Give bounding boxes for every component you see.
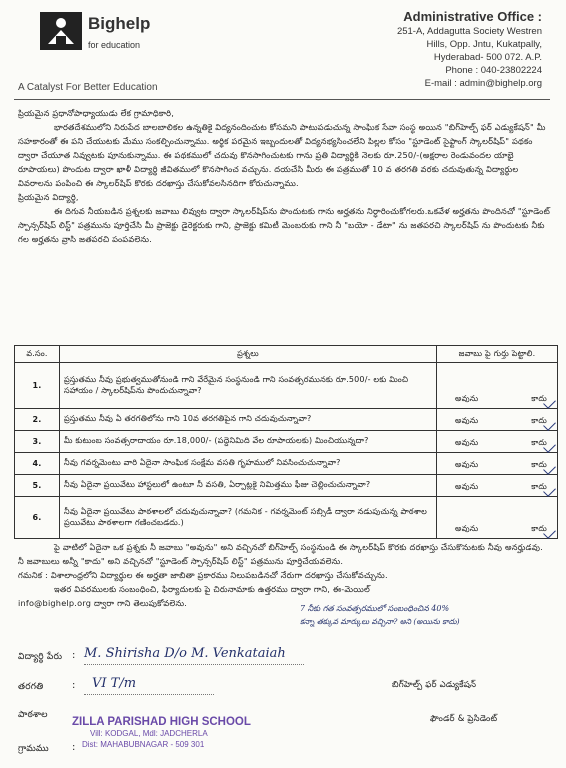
office-title: Administrative Office : [403, 9, 542, 24]
student-name-underline [84, 664, 304, 665]
intro-paragraph: భారతదేశములోని నిరుపేద బాలబాలికల ఉన్నతికై విద్యనందించుట కోసమని పాటుపడుచున్న సాంఘిక సేవా సంస్థ అయిన "బిగ్‌హెల్ప్ ఫర్ ఎడ్యుకేషన్" మీ సహకారంతో ఈ పని చేయుటకు మేము సంకల్పించున్నాము. అర్థిక పరమైన ఇబ్బందులతో విద్యనభ్యసించలేని పిల్లల కోసం "స్టూడెంట్ సైఫ్టాంగ్ స్కాలర్‌షిప్" పథకం ద్వారా చేయూత నివ్వుటకు పూనుకున్నాము. ఈ పథకములో చదువు కొనసాగించుటకు గాను ప్రతి విద్యార్థికి నెలకు రూ.250/-(అక్షరాల రెండువందల యాభై రూపాయలు) పొందుట ద్వారా ఖాళీ విద్యార్థి జీవితములో కొనసాగించ వచ్చును. దయచేసి మీరు ఈ పత్రముతో 10 వ తరగతి వరకు చదువుతున్న విద్యార్థుల వివరాలను పంపించి ఈ స్కాలర్‌షిప్ కొరకు దరఖాస్తు చేసుకోవలసినదిగా కోరుచున్నాము. [18, 122, 546, 188]
question-text: ప్రస్తుతము నీవు ప్రభుత్వముతోనుండి గాని వేరేమైన సంస్థనుండి గాని సంవత్సరమునకు రూ.500/- లకు మించి సహాయం / స్కాలర్‌షిప్‌ను పొందుచున్నావా? [60, 363, 437, 409]
salutation: ప్రియమైన ప్రధానోపాధ్యాయుడు లేక గ్రామాధికారి, [18, 108, 174, 118]
email-line: info@bighelp.org ద్వారా గాని తెలుపుకోవలెను. [18, 598, 188, 608]
no-option[interactable]: కాదు [531, 460, 547, 469]
table-row [15, 431, 558, 453]
question-text: మీ కుటుంబ సంవత్సరాదాయం రూ.18,000/- (పద్దెనిమిది వేల రూపాయలకు) మించియున్నదా? [60, 431, 437, 453]
class-underline [84, 694, 214, 695]
yes-option[interactable]: అవును [455, 394, 479, 403]
footer-text [18, 540, 550, 610]
colon: : [72, 680, 76, 691]
table-header-row [15, 346, 558, 363]
office-line: Hills, Opp. Jntu, Kukatpally, [426, 39, 542, 50]
brand-name: Bighelp [88, 14, 151, 33]
class-value[interactable]: VI T/m [92, 676, 137, 691]
header-answer: జవాబు పై గుర్తు పెట్టాలి. [437, 346, 558, 363]
header-sno: వ.సం. [15, 346, 60, 363]
handwritten-note-2: కన్నా తక్కువ మార్కులు వచ్చినా? అని (అయిను కాదు) [300, 617, 460, 626]
disqualification-paragraph: పై వాటిలో ఏదైనా ఒక ప్రశ్నకు నీ జవాబు "అవును" అని వచ్చినచో బిగ్‌హెల్ప్ సంస్థనుండి ఈ స్కాలర్‌షిప్ కొరకు దరఖాస్తు చేసుకొనుటకు నీవు అనర్హుడవు. నీ జవాబులు అన్నీ "కాదు" అని వచ్చినచో "స్టూడెంట్ స్పాన్సర్‌షిప్ లిస్ట్" పత్రమును పూర్తిచేయవలెను. [18, 542, 543, 566]
school-stamp [72, 716, 251, 750]
answer-cell[interactable] [437, 363, 558, 409]
answer-cell[interactable] [437, 497, 558, 539]
row-number: 4. [15, 453, 60, 475]
answer-cell[interactable] [437, 475, 558, 497]
class-label: తరగతి [18, 682, 44, 692]
student-name-label: విద్యార్థి పేరు [18, 652, 63, 662]
org-signature-label: బిగ్‌హెల్ప్ ఫర్ ఎడ్యుకేషన్ [392, 680, 477, 690]
note-paragraph: గమనిక : విశాలాంధ్రలోని విద్యార్థుల ఈ అర్హతా జాబితా ప్రకారము నిలుపబడినచో నేరుగా దరఖాస్తు చేసుకోవచ్చును. [18, 570, 388, 580]
no-option[interactable]: కాదు [531, 438, 547, 447]
office-email: E-mail : admin@bighelp.org [424, 78, 542, 89]
colon: : [72, 650, 76, 661]
yes-option[interactable]: అవును [455, 438, 479, 447]
student-name-value[interactable]: M. Shirisha D/o M. Venkataiah [84, 646, 286, 661]
village-label: గ్రామము [18, 744, 49, 754]
office-line: Hyderabad- 500 072. A.P. [433, 52, 542, 63]
letter-body [18, 106, 550, 246]
brand-subtitle: for education [88, 40, 141, 50]
answer-cell[interactable] [437, 431, 558, 453]
instructions-paragraph: ఈ దిగువ నీయబడిన ప్రశ్నలకు జవాబు లివ్వుట ద్వారా స్కాలర్‌షిప్‌ను పొందుటకు గాను అర్హతను నిర్ధారించుకోగలరు.ఒకవేళ అర్హతను పొందినచో "స్టూడెంట్ స్పాన్సర్‌షిప్ లిస్ట్" పత్రమును పూర్తిచేసి మీ ప్రాజెక్టు డైరెక్టరుకు గాని, ప్రాజెక్టు కమిటీ మెంబరుకు గాని నీ "బయో - డేటా" ను జతపరచి స్కాలర్‌షిప్ ను పొందుటకు నీకు గల అర్హతను వ్రాసి జతపరచి పంపవలెను. [18, 206, 551, 244]
row-number: 5. [15, 475, 60, 497]
row-number: 3. [15, 431, 60, 453]
yes-option[interactable]: అవును [455, 524, 479, 533]
no-option[interactable]: కాదు [531, 416, 547, 425]
stamp-district: Dist: MAHABUBNAGAR - 509 301 [82, 740, 205, 749]
no-option[interactable]: కాదు [531, 394, 547, 403]
bighelp-logo-icon [40, 12, 82, 50]
office-phone: Phone : 040-23802224 [445, 65, 542, 76]
contact-paragraph: ఇతర వివరములకు సంబంధించి, ఫిర్యాదులకు పై చిరునామాకు ఉత్తరము ద్వారా గాని, ఈ-మెయిల్ [54, 584, 370, 594]
student-greeting: ప్రియమైన విద్యార్థి, [18, 192, 79, 202]
school-label: పాఠశాల [18, 710, 48, 720]
table-row [15, 497, 558, 539]
question-text: నీవు ఏదైనా ప్రయివేటు హాస్టలులో ఉంటూ నీ వసతి, ఏర్పాట్లకై నిమిత్తము ఫీజు చెల్లించుచున్నావా? [60, 475, 437, 497]
row-number: 1. [15, 363, 60, 409]
row-number: 2. [15, 409, 60, 431]
question-text: ప్రస్తుతము నీవు ఏ తరగతిలోను గాని 10వ తరగతిపైన గాని చదువుచున్నావా? [60, 409, 437, 431]
yes-option[interactable]: అవును [455, 460, 479, 469]
eligibility-table [14, 345, 558, 539]
office-line: 251-A, Addagutta Society Westren [396, 26, 542, 37]
handwritten-note: 7 నీకు గత సంవత్సరములో సంబంధించిన 40% [300, 604, 450, 613]
yes-option[interactable]: అవును [455, 416, 479, 425]
header-divider [14, 99, 550, 100]
answer-cell[interactable] [437, 453, 558, 475]
answer-cell[interactable] [437, 409, 558, 431]
tagline: A Catalyst For Better Education [18, 82, 158, 93]
question-text: నీవు ఏదైనా ప్రయివేటు పాఠశాలలో చదువుచున్నావా? (గమనిక - గవర్నమెంట్ సబ్సిడీ ద్వారా నడుపుచున్న పాఠశాల ప్రయివేటు పాఠశాలగా గణించబడదు.) [60, 497, 437, 539]
question-text: నీవు గవర్నమెంటు వారి ఏదైనా సాంఘిక సంక్షేమ వసతి గృహములో నివసించుచున్నావా? [60, 453, 437, 475]
no-option[interactable]: కాదు [531, 524, 547, 533]
stamp-school-name: ZILLA PARISHAD HIGH SCHOOL [72, 716, 251, 728]
office-address [302, 8, 542, 90]
yes-option[interactable]: అవును [455, 482, 479, 491]
colon: : [72, 742, 76, 753]
row-number: 6. [15, 497, 60, 539]
stamp-village: Vill: KODGAL, Mdl: JADCHERLA [90, 729, 208, 738]
table-row [15, 409, 558, 431]
table-row [15, 363, 558, 409]
table-row [15, 475, 558, 497]
table-row [15, 453, 558, 475]
header-questions: ప్రశ్నలు [60, 346, 437, 363]
no-option[interactable]: కాదు [531, 482, 547, 491]
founder-label: ఫౌండర్ & ప్రెసిడెంట్ [430, 714, 498, 724]
